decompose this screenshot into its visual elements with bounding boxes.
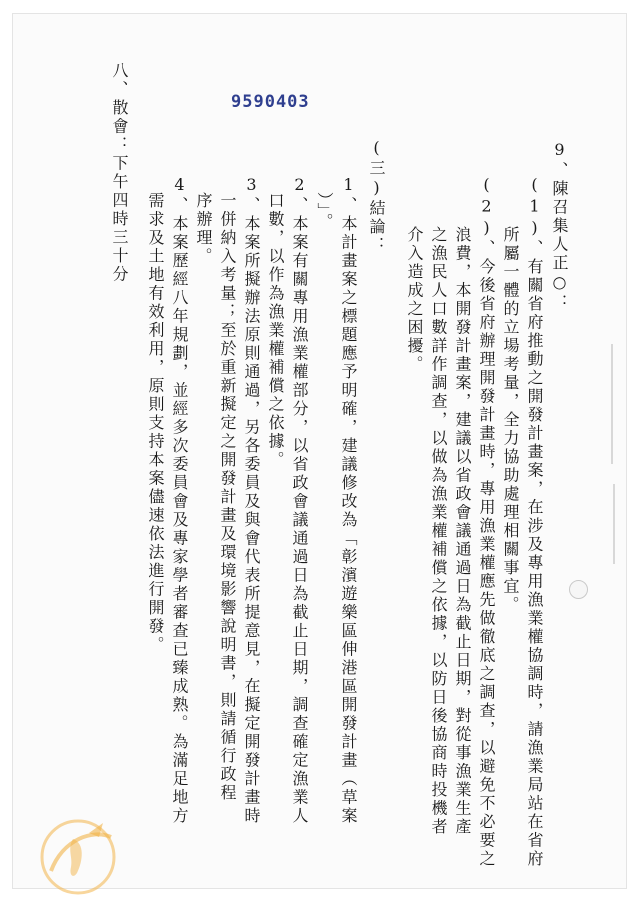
conclusion-4-line-1: 4、本案歷經八年規劃，並經多次委員會及專家學者審查已臻成熟。為滿足地方 (170, 175, 189, 826)
item-9-point-2-line-3: 之漁民人口數詳作調查，以做為漁業權補償之依據，以防日後協商時投機者 (429, 226, 448, 837)
item-9-point-1-line-2: 所屬一體的立場考量，全力協助處理相關事宜。 (501, 226, 520, 615)
item-9-heading: 9、陳召集人正○： (550, 140, 569, 313)
punch-hole (569, 580, 588, 599)
conclusion-3-line-2: 一併納入考量；至於重新擬定之開發計畫及環境影響說明書，則請循行政程 (218, 192, 237, 803)
conclusion-3-line-3: 序辦理。 (194, 192, 213, 266)
serial-stamp: 9590403 (231, 92, 310, 112)
archive-watermark-icon (33, 809, 123, 899)
conclusion-2-line-2: 口數，以作為漁業權補償之依據。 (266, 192, 285, 470)
scan-edge-mark (611, 344, 613, 464)
conclusion-4-line-2: 需求及土地有效利用，原則支持本案儘速依法進行開發。 (146, 192, 165, 655)
document-page (13, 14, 626, 888)
conclusion-2-line-1: 2、本案有關專用漁業權部分，以省政會議通過日為截止日期，調查確定漁業人 (290, 175, 309, 826)
item-9-point-2-line-4: 介入造成之困擾。 (405, 226, 424, 374)
item-9-point-2-line-2: 浪費，本開發計畫案，建議以省政會議通過日為截止日期，對從事漁業生產 (453, 226, 472, 837)
adjournment-line: 八、散會：下午四時三十分 (110, 62, 129, 284)
item-9-point-2-line-1: (2)、今後省府辦理開發計畫時，專用漁業權應先做徹底之調查，以避免不必要之 (477, 175, 496, 869)
conclusion-3-line-1: 3、本案所擬辦法原則通過，另各委員及與會代表所提意見，在擬定開發計畫時 (242, 175, 261, 826)
scan-edge-mark (613, 484, 615, 564)
conclusion-1-line-1: 1、本計畫案之標題應予明確，建議修改為「彰濱遊樂區伸港區開發計畫（草案 (339, 175, 358, 826)
section-3-heading: (三)結論： (367, 138, 386, 255)
item-9-point-1-line-1: (1)、有關省府推動之開發計畫案，在涉及專用漁業權協調時，請漁業局站在省府 (525, 175, 544, 869)
conclusion-1-line-2: ）」。 (315, 192, 334, 232)
